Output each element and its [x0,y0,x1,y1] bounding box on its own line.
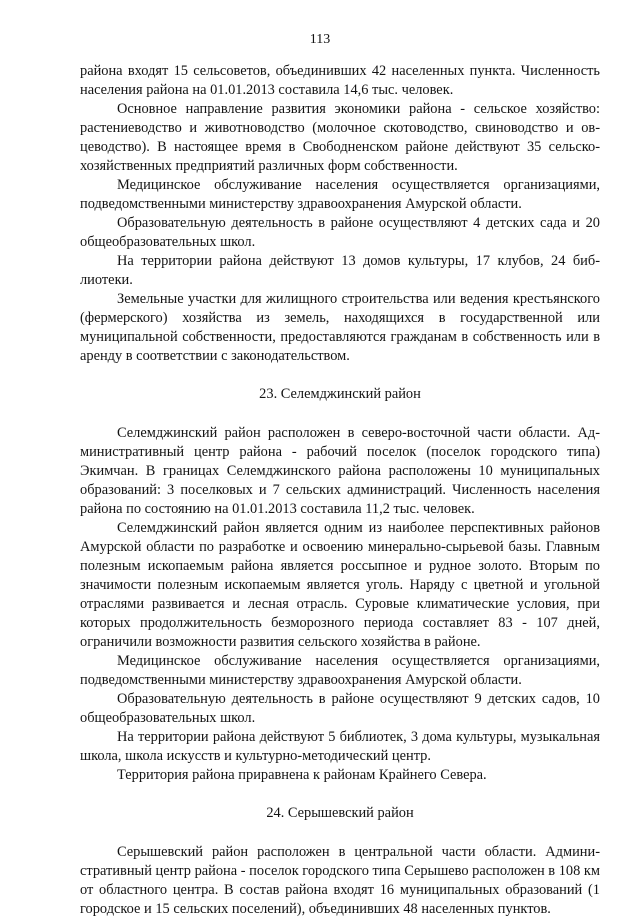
section-heading: 23. Селемджинский район [259,386,421,402]
paragraph: района входят 15 сельсоветов, объединивших 42 населенных пункта. Численность населения района на 01.01.2013 составила 14,6 тыс. человек. [80,63,600,98]
page-number: 113 [309,32,331,47]
paragraph: Серышевский район расположен в центральной части области. Административный центр района - поселок городского типа Серышево расположен в 108 км от областного центра. В состав района входят 16 муниципальных образований (1 городское и 15 сельских поселений), объединивших 48 населенных пунктов. [80,844,600,917]
paragraph: Основное направление развития экономики района - сельское хозяйство: растениеводство и животноводство (молочное скотоводство, свиноводство и овцеводство). В настоящее время в Свободненском районе действуют 35 сельскохозяйственных предприятий различных форм собственности. [80,101,600,174]
paragraph: Медицинское обслуживание населения осуществляется организациями, подведомственными министерству здравоохранения Амурской области. [80,177,600,212]
document-body [80,62,600,919]
paragraph: На территории района действуют 13 домов культуры, 17 клубов, 24 библиотеки. [80,253,600,288]
paragraph: На территории района действуют 5 библиотек, 3 дома культуры, музыкальная школа, школа искусств и культурно-методический центр. [80,729,600,764]
paragraph: Селемджинский район является одним из наиболее перспективных районов Амурской области по разработке и освоению минерально-сырьевой базы. Главным полезным ископаемым района является россыпное и рудное золото. Вторым по значимости полезным ископаемым является уголь. Наряду с цветной и угольной отраслями развивается и лесная отрасль. Суровые климатические условия, при которых продолжительность безморозного периода составляет 83 - 107 дней, ограничили возможности развития сельского хозяйства в районе. [80,520,600,650]
paragraph: Образовательную деятельность в районе осуществляют 4 детских сада и 20 общеобразовательных школ. [80,215,600,250]
paragraph: Медицинское обслуживание населения осуществляется организациями, подведомственными министерству здравоохранения Амурской области. [80,653,600,688]
paragraph: Селемджинский район расположен в северо-восточной части области. Административный центр района - рабочий поселок (поселок городского типа) Экимчан. В границах Селемджинского района расположены 10 муниципальных образований: 3 поселковых и 7 сельских администраций. Численность населения района по состоянию на 01.01.2013 составила 11,2 тыс. человек. [80,425,600,517]
paragraph: Образовательную деятельность в районе осуществляют 9 детских садов, 10 общеобразовательных школ. [80,691,600,726]
paragraph: Территория района приравнена к районам Крайнего Севера. [117,767,487,783]
section-heading: 24. Серышевский район [266,805,414,821]
paragraph: Земельные участки для жилищного строительства или ведения крестьянского (фермерского) хозяйства из земель, находящихся в государственной или муниципальной собственности, предоставляются гражданам в собственность или в аренду в соответствии с законодательством. [80,291,600,364]
